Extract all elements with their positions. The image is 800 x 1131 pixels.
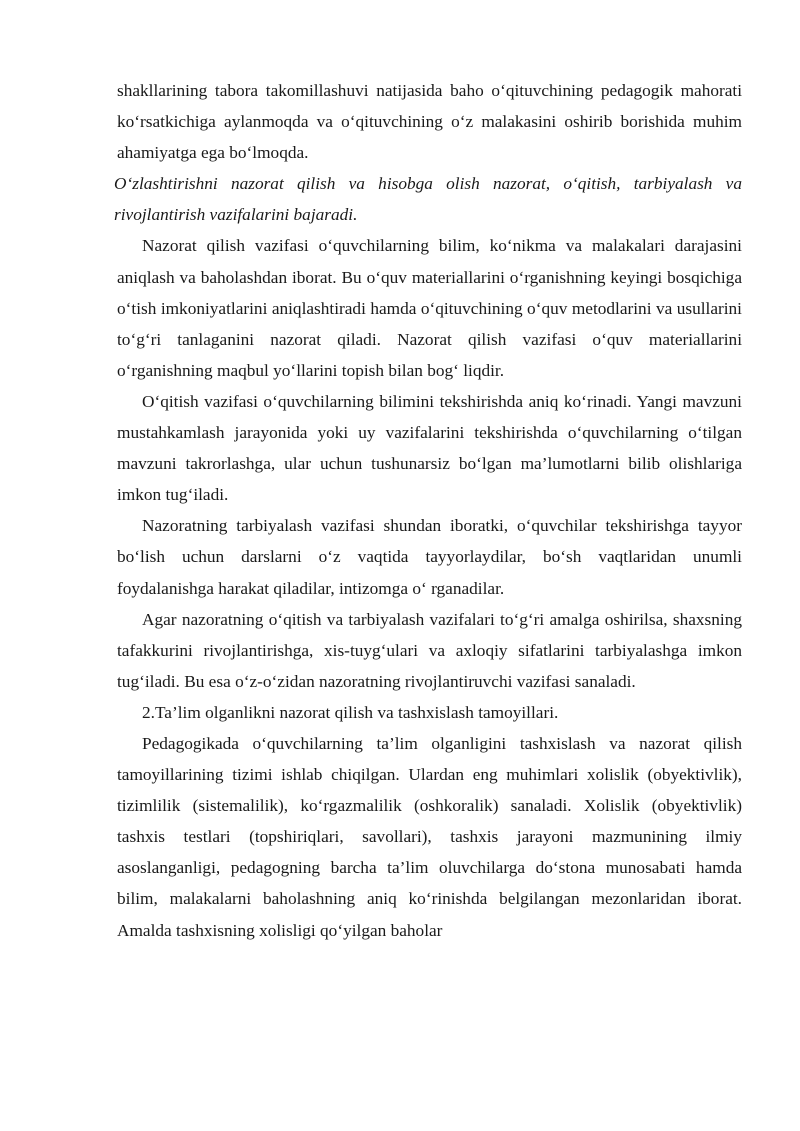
paragraph-upbringing-function: Nazoratning tarbiyalash vazifasi shundan iboratki, o‘quvchilar tekshirishga tayyor bo‘lish uchun darslarni o‘z vaqtida tayyorlaydilar, bo‘sh vaqtlaridan unumli foydalanishga harakat qiladilar, intizomga o‘ rganadilar.: [117, 516, 742, 598]
paragraph-control-function: Nazorat qilish vazifasi o‘quvchilarning bilim, ko‘nikma va malakalari darajasini aniqlash va baholashdan iborat. Bu o‘quv materiallarini o‘rganishning keyingi bosqichiga o‘tish imkoniyatlarini aniqlashtiradi hamda o‘qituvchining o‘quv metodlarini va usullarini to‘g‘ri tanlaganini nazorat qiladi. Nazorat qilish vazifasi o‘quv materiallarini o‘rganishning maqbul yo‘llarini topish bilan bog‘ liqdir.: [117, 236, 742, 380]
paragraph-continuation: shakllarining tabora takomillashuvi natijasida baho o‘qituvchining pedagogik mahorati ko‘rsatkichiga aylanmoqda va o‘qituvchining o‘z malakasini oshirib borishida muhim ahamiyatga ega bo‘lmoqda.: [117, 81, 742, 163]
paragraph-italic-thesis: O‘zlashtirishni nazorat qilish va hisobga olish nazorat, o‘qitish, tarbiyalash va rivojlantirish vazifalarini bajaradi.: [114, 174, 742, 225]
section-heading: 2.Ta’lim olganlikni nazorat qilish va tashxislash tamoyillari.: [142, 702, 559, 722]
paragraph-teaching-function: O‘qitish vazifasi o‘quvchilarning bilimini tekshirishda aniq ko‘rinadi. Yangi mavzuni mustahkamlash jarayonida yoki uy vazifalarini tekshirishda o‘quvchilarning o‘tilgan mavzuni takrorlashga, ular uchun tushunarsiz bo‘lgan ma’lumotlarni bilib olishlariga imkon tug‘iladi.: [117, 391, 742, 505]
document-page: [114, 75, 742, 946]
paragraph-developing-function: Agar nazoratning o‘qitish va tarbiyalash vazifalari to‘g‘ri amalga oshirilsa, shaxsning tafakkurini rivojlantirishga, xis-tuyg‘ulari va axloqiy sifatlarini tarbiyalashga imkon tug‘iladi. Bu esa o‘z-o‘zidan nazoratning rivojlantiruvchi vazifasi sanaladi.: [117, 609, 742, 691]
paragraph-principles: Pedagogikada o‘quvchilarning ta’lim olganligini tashxislash va nazorat qilish tamoyillarining tizimi ishlab chiqilgan. Ulardan eng muhimlari xolislik (obyektivlik), tizimlilik (sistemalilik), ko‘rgazmalilik (oshkoralik) sanaladi. Xolislik (obyektivlik) tashxis testlari (topshiriqlari, savollari), tashxis jarayoni mazmunining ilmiy asoslanganligi, pedagogning barcha ta’lim oluvchilarga do‘stona munosabati hamda bilim, malakalarni baholashning aniq ko‘rinishda belgilangan mezonlaridan iborat. Amalda tashxisning xolisligi qo‘yilgan baholar: [117, 733, 742, 940]
